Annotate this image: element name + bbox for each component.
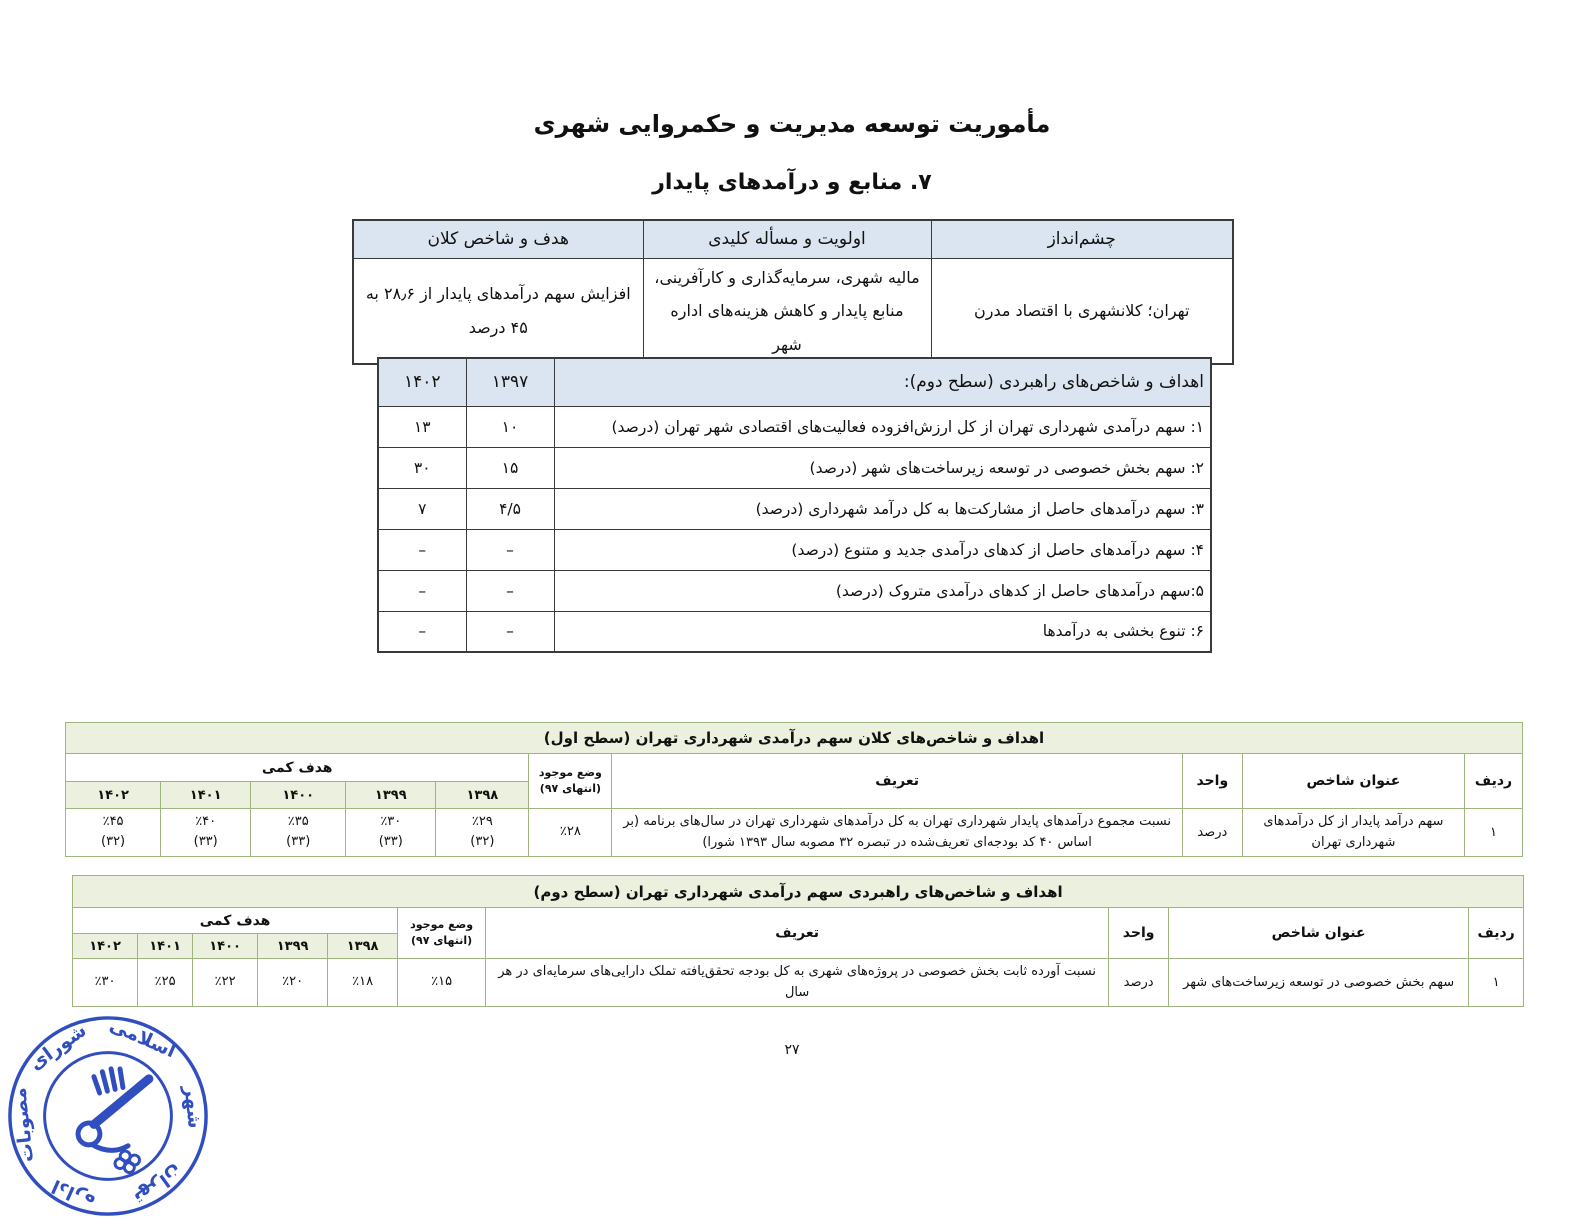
svg-text:تهران: تهران [129,1160,186,1209]
value-1402: – [378,570,466,611]
header-tarif: تعریف [486,908,1109,959]
header-onvan: عنوان شاخص [1242,754,1464,809]
secondary-value: (۳۲) [101,834,126,850]
cell-vaz: ٪۱۵ [398,959,486,1007]
vision-header-row [353,220,1233,258]
level1-goals-table [65,722,1523,857]
percent-value: ٪۳۵ [287,814,309,830]
year-1398: ۱۳۹۸ [328,934,398,959]
secondary-value: (۳۳) [286,834,311,850]
vision-cell-hadaf: افزایش سهم درآمدهای پایدار از ۲۸٫۶ به ۴۵ درصد [353,258,643,364]
vision-header-cheshmandaz: چشم‌انداز [931,220,1233,258]
svg-text:شورای: شورای [25,1019,91,1075]
cell-onvan: سهم درآمد پایدار از کل درآمدهای شهرداری تهران [1242,809,1464,857]
strategic-row-4 [378,529,1211,570]
year-1402: ۱۴۰۲ [66,782,161,809]
cell-vaz: ٪۲۸ [529,809,612,857]
value-1402: ۱۳ [378,406,466,447]
cell-tarif: نسبت آورده ثابت بخش خصوصی در پروژه‌های شهری به کل بودجه تحقق‌یافته تملک دارایی‌های سرمایه‌ای در هر سال [486,959,1109,1007]
header-onvan: عنوان شاخص [1169,908,1469,959]
indicator-label: ۱: سهم درآمدی شهرداری تهران از کل ارزش‌افزوده فعالیت‌های اقتصادی شهر تهران (درصد) [554,406,1211,447]
strategic-col-1397: ۱۳۹۷ [466,358,554,406]
year-1399: ۱۳۹۹ [258,934,328,959]
value-1402: – [378,611,466,652]
year-1400: ۱۴۰۰ [251,782,346,809]
indicator-label: ۲: سهم بخش خصوصی در توسعه زیرساخت‌های شهر (درصد) [554,447,1211,488]
vision-table [352,219,1234,365]
cell-onvan: سهم بخش خصوصی در توسعه زیرساخت‌های شهر [1169,959,1469,1007]
value-1402: – [378,529,466,570]
level2-header-row-1 [73,908,1524,934]
level1-header-row-1 [66,754,1523,782]
cell-vahed: درصد [1182,809,1242,857]
value-1402: ۷ [378,488,466,529]
header-radif: ردیف [1464,754,1522,809]
header-vaz-mojood [529,754,612,809]
svg-text:مصوبات: مصوبات [9,1086,39,1164]
vaz-line1: وضع موجود [538,765,602,779]
year-1398: ۱۳۹۸ [436,782,529,809]
cell-1402: ٪۳۰ [73,959,138,1007]
cell-1399 [346,809,436,857]
strategic-indicators-table [377,357,1212,653]
indicator-label: ۵:سهم درآمدهای حاصل از کدهای درآمدی متروک (درصد) [554,570,1211,611]
cell-radif: ۱ [1464,809,1522,857]
cell-1402 [66,809,161,857]
level1-table-title: اهداف و شاخص‌های کلان سهم درآمدی شهرداری تهران (سطح اول) [66,723,1523,754]
cell-1398: ٪۱۸ [328,959,398,1007]
secondary-value: (۳۲) [470,834,495,850]
strategic-header-row [378,358,1211,406]
stamp-signature-mark [72,1065,159,1177]
level1-title-row [66,723,1523,754]
level2-data-row [73,959,1524,1007]
vision-cell-olaviat: مالیه شهری، سرمایه‌گذاری و کارآفرینی، منابع پایدار و کاهش هزینه‌های اداره شهر [643,258,931,364]
header-radif: ردیف [1469,908,1524,959]
header-hadaf-kami: هدف کمی [66,754,529,782]
year-1401: ۱۴۰۱ [138,934,193,959]
year-1401: ۱۴۰۱ [161,782,251,809]
header-vaz-mojood [398,908,486,959]
value-1397: ۱۰ [466,406,554,447]
vision-cell-cheshmandaz: تهران؛ کلانشهری با اقتصاد مدرن [931,258,1233,364]
percent-value: ٪۴۰ [195,814,217,830]
percent-value: ٪۴۵ [102,814,124,830]
cell-1400 [251,809,346,857]
level1-data-row [66,809,1523,857]
header-hadaf-kami: هدف کمی [73,908,398,934]
value-1397: – [466,529,554,570]
cell-radif: ۱ [1469,959,1524,1007]
percent-value: ٪۳۰ [380,814,402,830]
percent-value: ٪۲۹ [471,814,493,830]
strategic-table-title: اهداف و شاخص‌های راهبردی (سطح دوم): [554,358,1211,406]
value-1402: ۳۰ [378,447,466,488]
strategic-col-1402: ۱۴۰۲ [378,358,466,406]
indicator-label: ۶: تنوع بخشی به درآمدها [554,611,1211,652]
cell-1401: ٪۲۵ [138,959,193,1007]
value-1397: – [466,611,554,652]
cell-1401 [161,809,251,857]
header-vahed: واحد [1182,754,1242,809]
strategic-row-1 [378,406,1211,447]
section-title: ۷. منابع و درآمدهای پایدار [652,170,932,195]
year-1399: ۱۳۹۹ [346,782,436,809]
vaz-line2: (انتهای ۹۷) [539,782,601,795]
council-stamp [0,1002,222,1224]
cell-1399: ٪۲۰ [258,959,328,1007]
page-number: ۲۷ [784,1042,800,1058]
level2-goals-table [72,875,1524,1007]
svg-text:شهر: شهر [179,1084,205,1130]
strategic-row-2 [378,447,1211,488]
svg-text:اسلامی: اسلامی [106,1014,179,1063]
value-1397: ۱۵ [466,447,554,488]
cell-tarif: نسبت مجموع درآمدهای پایدار شهرداری تهران به کل درآمدهای شهرداری تهران در سال‌های برنامه (بر اساس ۴۰ کد بودجه‌ای تعریف‌شده در تبصره ۳۲ مصوبه سال ۱۳۹۳ شورا) [612,809,1182,857]
indicator-label: ۳: سهم درآمدهای حاصل از مشارکت‌ها به کل درآمد شهرداری (درصد) [554,488,1211,529]
header-tarif: تعریف [612,754,1182,809]
indicator-label: ۴: سهم درآمدهای حاصل از کدهای درآمدی جدید و متنوع (درصد) [554,529,1211,570]
level2-title-row [73,876,1524,908]
year-1400: ۱۴۰۰ [193,934,258,959]
secondary-value: (۳۳) [378,834,403,850]
value-1397: ۴/۵ [466,488,554,529]
vaz-line2: (انتهای ۹۷) [411,934,473,947]
mission-title: مأموریت توسعه مدیریت و حکمروایی شهری [533,110,1051,138]
strategic-row-5 [378,570,1211,611]
vision-header-hadaf: هدف و شاخص کلان [353,220,643,258]
value-1397: – [466,570,554,611]
vaz-line1: وضع موجود [410,917,474,931]
strategic-row-3 [378,488,1211,529]
cell-1400: ٪۲۲ [193,959,258,1007]
vision-data-row [353,258,1233,364]
level2-table-title: اهداف و شاخص‌های راهبردی سهم درآمدی شهرداری تهران (سطح دوم) [73,876,1524,908]
secondary-value: (۳۳) [193,834,218,850]
cell-1398 [436,809,529,857]
vision-header-olaviat: اولویت و مسأله کلیدی [643,220,931,258]
header-vahed: واحد [1109,908,1169,959]
strategic-row-6 [378,611,1211,652]
year-1402: ۱۴۰۲ [73,934,138,959]
svg-text:اداره: اداره [48,1174,99,1213]
cell-vahed: درصد [1109,959,1169,1007]
